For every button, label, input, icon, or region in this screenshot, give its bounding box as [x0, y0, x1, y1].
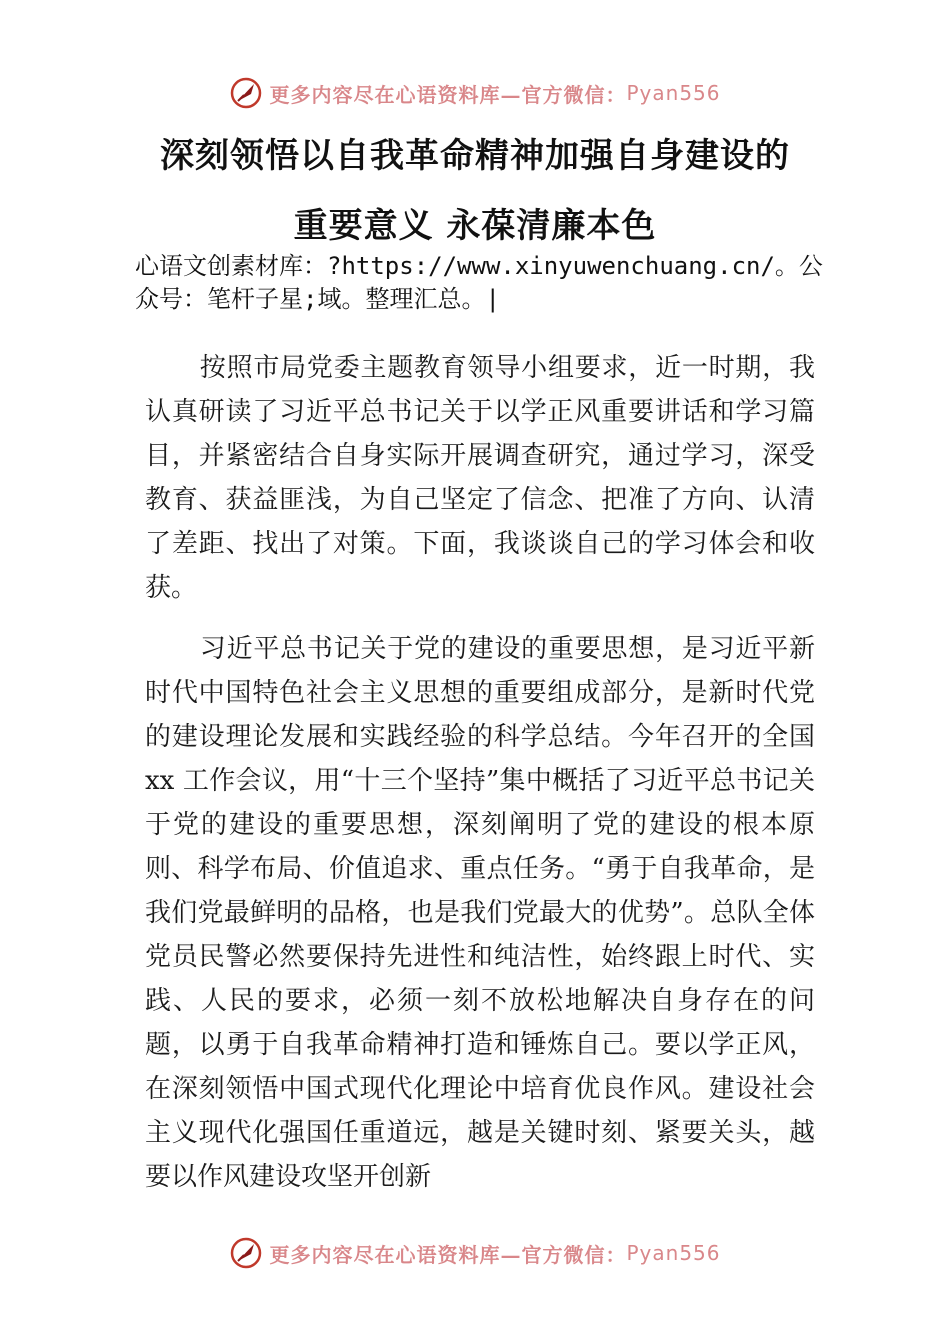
- banner-wechat-id: Pyan556: [626, 1241, 721, 1265]
- footer-banner: [0, 1233, 950, 1273]
- header-banner: [0, 73, 950, 113]
- paragraph-2: [145, 627, 815, 1199]
- quill-logo-icon: [229, 1236, 263, 1270]
- source-note: 心语文创素材库：?https://www.xinyuwenchuang.cn/。公众号：笔杆子星;域。整理汇总。|: [135, 252, 823, 313]
- paragraph-1: [145, 346, 815, 610]
- banner-text: 更多内容尽在心语资料库—官方微信：: [269, 1242, 627, 1267]
- paragraph-1-text: 按照市局党委主题教育领导小组要求，近一时期，我认真研读了习近平总书记关于以学正风重要讲话和学习篇目，并紧密结合自身实际开展调查研究，通过学习，深受教育、获益匪浅，为自己坚定了信念、把准了方向、认清了差距、找出了对策。下面，我谈谈自己的学习体会和收获。: [145, 353, 815, 603]
- paragraph-2-text: 习近平总书记关于党的建设的重要思想，是习近平新时代中国特色社会主义思想的重要组成部分，是新时代党的建设理论发展和实践经验的科学总结。今年召开的全国 xx 工作会议，用“十三个坚持”集中概括了习近平总书记关于党的建设的重要思想，深刻阐明了党的建设的根本原则、科学布局、价值追求、重点任务。“勇于自我革命，是我们党最鲜明的品格，也是我们党最大的优势”。总队全体党员民警必然要保持先进性和纯洁性，始终跟上时代、实践、人民的要求，必须一刻不放松地解决自身存在的问题，以勇于自我革命精神打造和锤炼自己。要以学正风，在深刻领悟中国式现代化理论中培育优良作风。建设社会主义现代化强国任重道远，越是关键时刻、紧要关头，越要以作风建设攻坚开创新: [145, 634, 815, 1192]
- banner-text: 更多内容尽在心语资料库—官方微信：: [269, 82, 627, 107]
- quill-logo-icon: [229, 76, 263, 110]
- document-title-line-2: 重要意义 永葆清廉本色: [293, 206, 657, 246]
- document-title-line-1: 深刻领悟以自我革命精神加强自身建设的: [160, 136, 790, 176]
- banner-wechat-id: Pyan556: [626, 81, 721, 105]
